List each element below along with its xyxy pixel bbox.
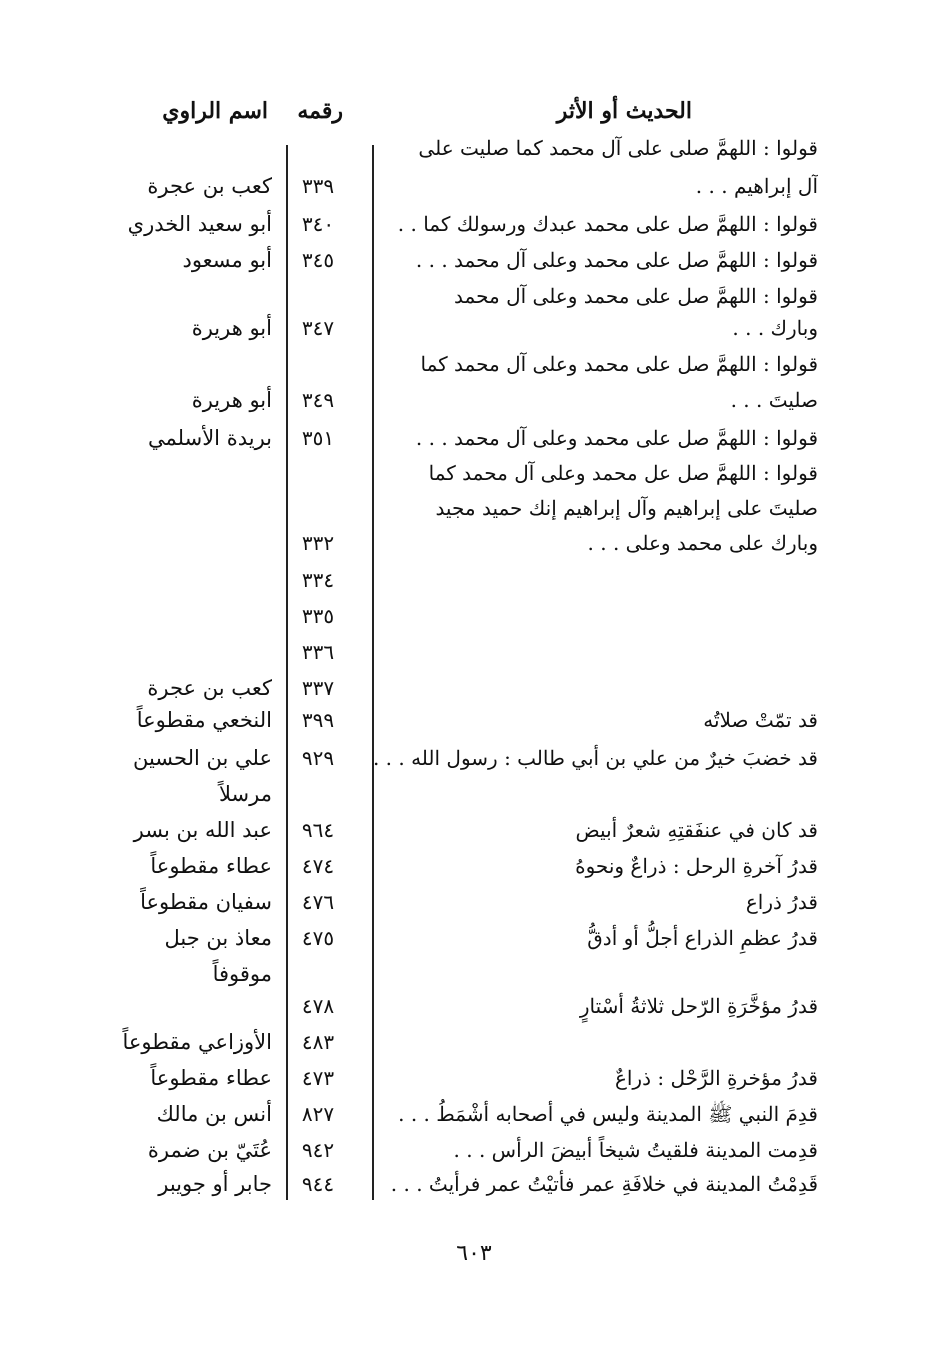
hadith-number — [286, 490, 350, 526]
hadith-number: ٤٧٣ — [301, 1066, 335, 1090]
table-row — [0, 988, 948, 1024]
narrator-name — [22, 988, 272, 1024]
narrator-name: أبو مسعود — [182, 248, 272, 272]
table-row — [0, 1096, 948, 1132]
table-row — [0, 920, 948, 956]
narrator-name — [22, 490, 272, 526]
narrator-name: أبو هريرة — [191, 316, 272, 340]
table-row — [0, 562, 948, 598]
hadith-text: قدرُ عظمِ الذراع أجلُّ أو أدقُّ — [587, 926, 818, 950]
table-row — [0, 130, 948, 166]
table-row — [0, 670, 948, 706]
table-row — [0, 382, 948, 418]
hadith-text: صليتَ على إبراهيم وآل إبراهيم إنك حميد مجيد — [435, 496, 818, 520]
narrator-name: مرسلاً — [219, 782, 272, 806]
table-row — [0, 310, 948, 346]
hadith-text: قولوا : اللهمَّ صل على محمد وعلى آل محمد — [454, 284, 818, 308]
hadith-number: ٣٤٩ — [301, 388, 335, 412]
hadith-text: قدرُ آخرةِ الرحل : ذراعٌ ونحوهُ — [575, 854, 818, 878]
table-row — [0, 702, 948, 738]
table-row — [0, 346, 948, 382]
narrator-name — [22, 346, 272, 382]
narrator-name — [22, 130, 272, 166]
page-number: ٦٠٣ — [456, 1241, 492, 1266]
narrator-name: أنس بن مالك — [156, 1102, 272, 1126]
narrator-name: أبو سعيد الخدري — [127, 212, 272, 236]
hadith-number: ٣٤٠ — [301, 212, 335, 236]
hadith-text: قدرُ ذراع — [745, 890, 818, 914]
narrator-name: بريدة الأسلمي — [148, 426, 272, 450]
hadith-number: ٣٤٧ — [301, 316, 335, 340]
hadith-number — [286, 956, 350, 992]
table-row — [0, 278, 948, 314]
hadith-text: آل إبراهيم . . . — [695, 174, 818, 198]
table-row — [0, 634, 948, 670]
table-row — [0, 242, 948, 278]
hadith-text: قَدِمْتُ المدينة في خلافَةِ عمر فأتيْتُ عمر فرأيتُ . . . — [390, 1172, 818, 1196]
narrator-name: كعب بن عجرة — [147, 174, 272, 198]
hadith-text: قدرُ مؤخرةِ الرَّحْل : ذراعٌ — [614, 1066, 818, 1090]
hadith-number — [286, 455, 350, 491]
hadith-text: قولوا : اللهمَّ صل عل محمد وعلى آل محمد كما — [428, 461, 818, 485]
narrator-name: موقوفاً — [212, 962, 272, 986]
table-row — [0, 812, 948, 848]
narrator-name — [22, 278, 272, 314]
table-row — [0, 1060, 948, 1096]
hadith-number: ٤٧٨ — [301, 994, 335, 1018]
table-row — [0, 740, 948, 776]
narrator-name: عطاء مقطوعاً — [150, 1066, 272, 1090]
hadith-number: ٣٣٦ — [301, 640, 335, 664]
hadith-number: ٤٨٣ — [301, 1030, 335, 1054]
table-row — [0, 956, 948, 992]
table-row — [0, 1024, 948, 1060]
narrator-name — [22, 525, 272, 561]
hadith-number — [286, 130, 350, 166]
narrator-name — [22, 455, 272, 491]
table-row — [0, 884, 948, 920]
hadith-text: صليتَ . . . — [730, 388, 818, 412]
table-row — [0, 490, 948, 526]
hadith-text: قولوا : اللهمَّ صل على محمد وعلى آل محمد . . . — [415, 426, 818, 450]
hadith-number: ٣٣٤ — [301, 568, 335, 592]
header-hadith: الحديث أو الأثر — [556, 98, 692, 124]
hadith-number: ٣٩٩ — [301, 708, 335, 732]
narrator-name: عطاء مقطوعاً — [150, 854, 272, 878]
hadith-text: قدِمَ النبي ﷺ المدينة وليس في أصحابه أشْمَطُ . . . — [398, 1102, 818, 1126]
hadith-number: ٣٣٥ — [301, 604, 335, 628]
hadith-text: قد تمّتْ صلاتُه — [703, 708, 818, 732]
narrator-name: أبو هريرة — [191, 388, 272, 412]
table-row — [0, 455, 948, 491]
hadith-text: قولوا : اللهمَّ صل على محمد وعلى آل محمد . . . — [415, 248, 818, 272]
hadith-number: ٣٣٢ — [301, 531, 335, 555]
narrator-name: الأوزاعي مقطوعاً — [122, 1030, 272, 1054]
table-row — [0, 1132, 948, 1168]
header-number: رقمه — [297, 98, 343, 124]
narrator-name — [22, 634, 272, 670]
narrator-name: النخعي مقطوعاً — [136, 708, 272, 732]
table-row — [0, 598, 948, 634]
hadith-text: قدِمت المدينة فلقيتُ شيخاً أبيضَ الرأس . . . — [453, 1138, 818, 1162]
hadith-number: ٩٢٩ — [301, 746, 335, 770]
hadith-number: ٣٣٧ — [301, 676, 335, 700]
hadith-number — [286, 278, 350, 314]
header-narrator: اسم الراوي — [162, 98, 268, 124]
narrator-name — [22, 562, 272, 598]
hadith-number: ٩٤٤ — [301, 1172, 335, 1196]
hadith-text: قولوا : اللهمَّ صل على محمد وعلى آل محمد كما — [420, 352, 818, 376]
hadith-number: ٩٦٤ — [301, 818, 335, 842]
table-row — [0, 1166, 948, 1202]
narrator-name: عُتَيّ بن ضمرة — [147, 1138, 272, 1162]
narrator-name: جابر أو جويبر — [158, 1172, 272, 1196]
hadith-text: وبارك . . . — [732, 316, 818, 340]
hadith-number: ٤٧٥ — [301, 926, 335, 950]
narrator-name — [22, 598, 272, 634]
hadith-number: ٩٤٢ — [301, 1138, 335, 1162]
hadith-text: قولوا : اللهمَّ صلى على آل محمد كما صليت على — [418, 136, 818, 160]
table-row — [0, 206, 948, 242]
narrator-name: سفيان مقطوعاً — [140, 890, 272, 914]
hadith-number: ٣٥١ — [301, 426, 335, 450]
hadith-text: قدرُ مؤخَّرَةِ الرّحل ثلاثةُ أسْتارٍ — [579, 994, 818, 1018]
table-row — [0, 420, 948, 456]
narrator-name: عبد الله بن بسر — [133, 818, 272, 842]
hadith-number: ٤٧٤ — [301, 854, 335, 878]
table-row — [0, 168, 948, 204]
hadith-text: وبارك على محمد وعلى . . . — [587, 531, 818, 555]
hadith-text: قولوا : اللهمَّ صل على محمد عبدك ورسولك كما . . — [397, 212, 818, 236]
hadith-number: ٣٣٩ — [301, 174, 335, 198]
hadith-number — [286, 346, 350, 382]
hadith-number: ٤٧٦ — [301, 890, 335, 914]
table-row — [0, 525, 948, 561]
hadith-text: قد خضبَ خيرٌ من علي بن أبي طالب : رسول الله . . . — [372, 746, 818, 770]
narrator-name: كعب بن عجرة — [147, 676, 272, 700]
hadith-number: ٨٢٧ — [301, 1102, 335, 1126]
hadith-number — [286, 776, 350, 812]
table-row — [0, 776, 948, 812]
narrator-name: معاذ بن جبل — [164, 926, 272, 950]
hadith-text: قد كان في عنفَقتِهِ شعرٌ أبيض — [575, 818, 818, 842]
hadith-number: ٣٤٥ — [301, 248, 335, 272]
narrator-name: علي بن الحسين — [132, 746, 272, 770]
table-row — [0, 848, 948, 884]
